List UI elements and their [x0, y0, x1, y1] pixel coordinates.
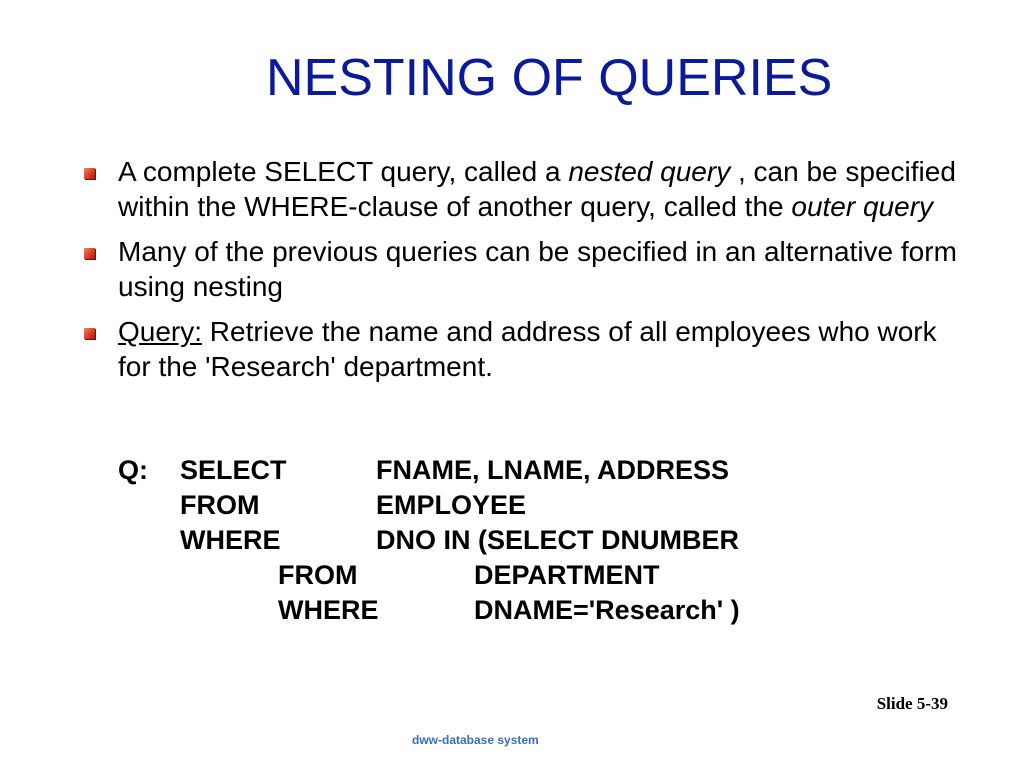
sql-clause: DEPARTMENT: [474, 560, 660, 590]
bullet-item: [84, 314, 964, 384]
bullet-list: [84, 154, 964, 394]
square-bullet-icon: [84, 328, 95, 339]
square-bullet-icon: [84, 248, 95, 259]
sql-clause: EMPLOYEE: [376, 490, 527, 520]
bullet-emphasis: nested query: [568, 156, 731, 187]
sql-keyword: SELECT: [180, 455, 287, 485]
sql-clause: FNAME, LNAME, ADDRESS: [376, 455, 730, 485]
bullet-item: [84, 154, 964, 224]
sql-clause: DNO IN (SELECT DNUMBER: [376, 525, 739, 555]
sql-keyword: FROM: [180, 490, 260, 520]
slide-title: NESTING OF QUERIES: [266, 49, 833, 107]
slide-number: Slide 5-39: [876, 694, 948, 713]
bullet-text: , can be specified within the WHERE-clause of another query, called the: [118, 156, 956, 222]
bullet-text: Many of the previous queries can be specified in an alternative form using nesting: [118, 236, 957, 302]
sql-keyword: WHERE: [180, 525, 281, 555]
sql-keyword: FROM: [278, 560, 358, 590]
query-label: Query:: [118, 316, 203, 347]
bullet-text: A complete SELECT query, called a: [118, 156, 569, 187]
bullet-text: Retrieve the name and address of all employees who work for the 'Research' department.: [118, 316, 937, 382]
sql-clause: DNAME='Research' ): [474, 595, 740, 625]
bullet-emphasis: outer query: [791, 191, 934, 222]
sql-keyword: WHERE: [278, 595, 379, 625]
bullet-item: [84, 234, 964, 304]
square-bullet-icon: [84, 168, 95, 179]
footer-text: dww-database system: [412, 733, 539, 747]
query-name: Q:: [118, 455, 148, 485]
